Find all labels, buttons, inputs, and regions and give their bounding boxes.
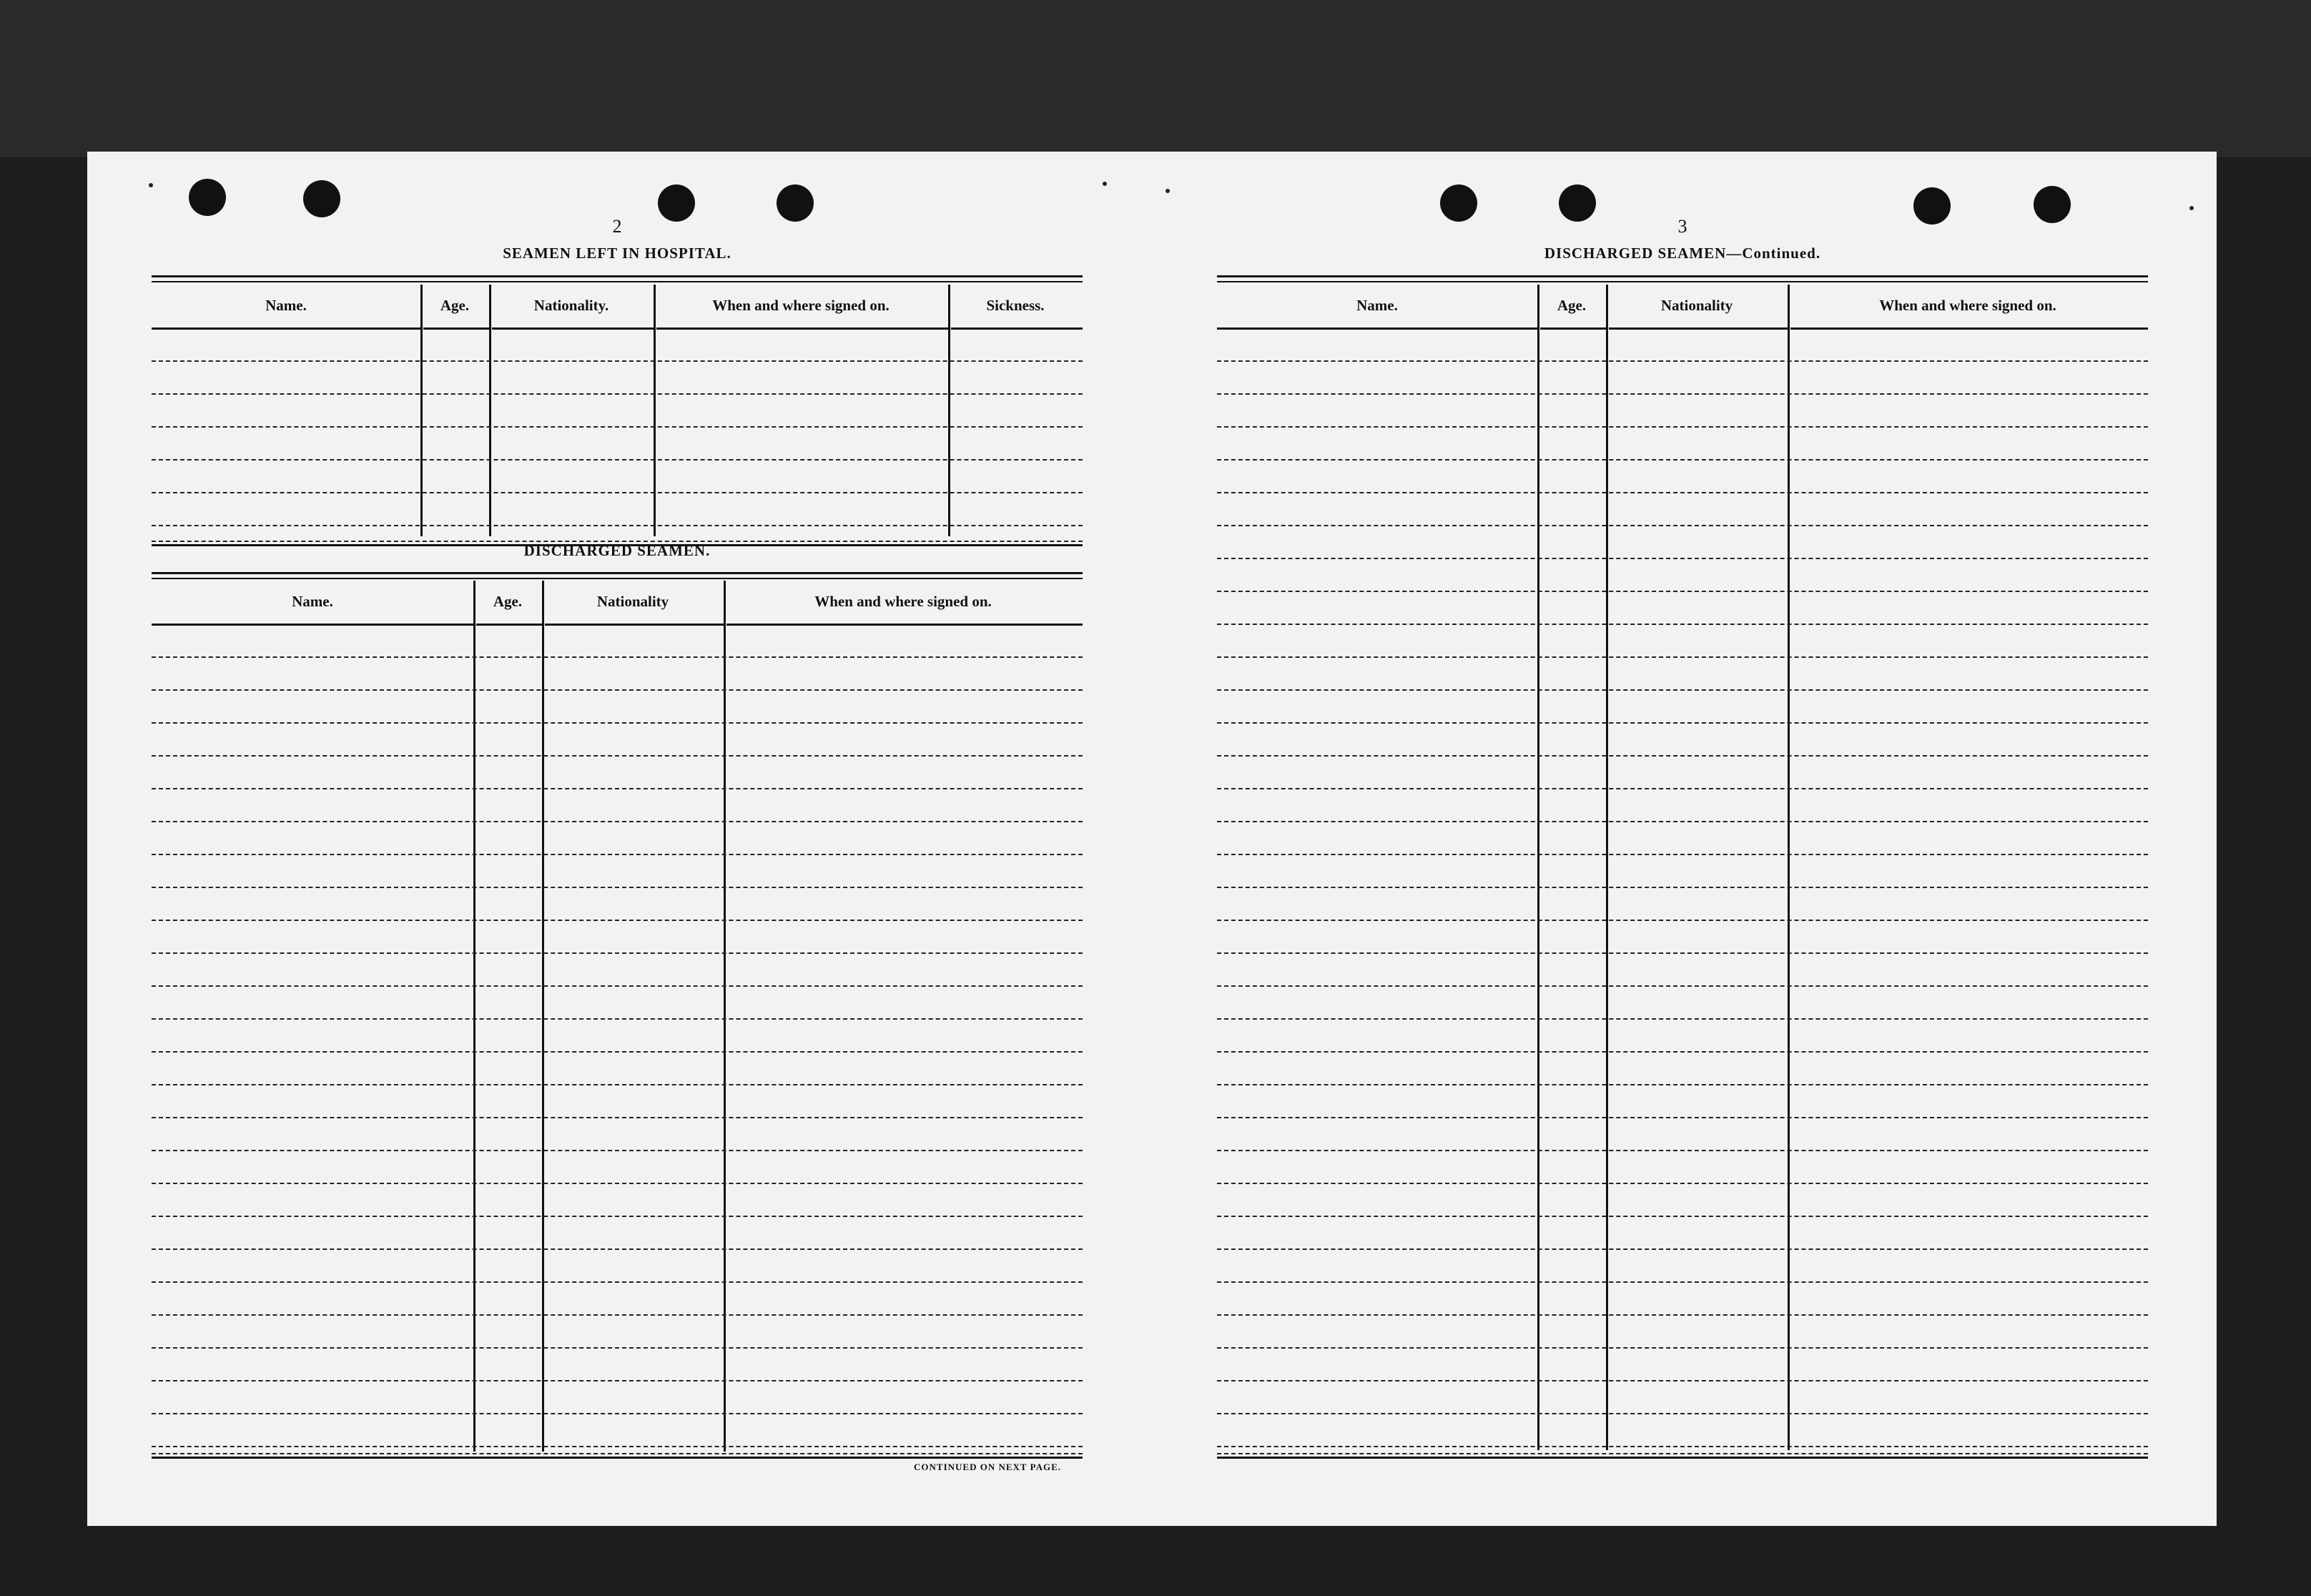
ledger-row <box>152 426 1083 428</box>
header-underline <box>726 624 1083 626</box>
ledger-row <box>152 920 1083 921</box>
ledger-row <box>152 1084 1083 1085</box>
column-header-name: Name. <box>265 296 307 314</box>
ledger-row <box>1217 1018 2148 1020</box>
continued-note: CONTINUED ON NEXT PAGE. <box>914 1462 1061 1472</box>
ledger-row <box>1217 1117 2148 1118</box>
ledger-row <box>152 689 1083 691</box>
ledger-row <box>1217 1446 2148 1447</box>
column-header-name: Name. <box>292 592 333 610</box>
punch-hole <box>189 179 226 216</box>
column-header-nationality: Nationality <box>596 592 669 610</box>
ledger-row <box>1217 1380 2148 1381</box>
ledger-row <box>1217 821 2148 822</box>
column-header-signed-on: When and where signed on. <box>814 592 992 610</box>
column-header-nationality: Nationality <box>1660 296 1733 314</box>
discharged-header-row <box>152 581 1083 622</box>
header-underline <box>1790 327 2148 330</box>
column-divider <box>948 285 950 536</box>
ledger-row <box>152 1347 1083 1349</box>
page-number: 2 <box>612 216 622 237</box>
ledger-row <box>1217 952 2148 954</box>
ledger-row <box>1217 1347 2148 1349</box>
ledger-row <box>1217 920 2148 921</box>
ledger-row <box>152 788 1083 789</box>
ledger-row <box>1217 755 2148 757</box>
ledger-row <box>152 1281 1083 1283</box>
ledger-row <box>152 722 1083 724</box>
ledger-row <box>1217 1084 2148 1085</box>
ledger-row <box>1217 360 2148 362</box>
column-header-nationality: Nationality. <box>533 296 609 314</box>
page-bottom-rule <box>1217 1453 2148 1459</box>
ledger-row <box>1217 558 2148 559</box>
ledger-row <box>152 854 1083 855</box>
discharged-ledger <box>152 581 1083 1596</box>
ledger-row <box>152 985 1083 987</box>
ledger-row <box>152 755 1083 757</box>
header-underline <box>492 327 654 330</box>
hospital-section-title: SEAMEN LEFT IN HOSPITAL. <box>503 245 731 262</box>
ledger-row <box>152 492 1083 493</box>
section-rule <box>1217 275 2148 282</box>
header-underline <box>1609 327 1788 330</box>
ledger-row <box>152 1314 1083 1316</box>
column-header-age: Age. <box>493 592 523 610</box>
column-header-sickness: Sickness. <box>986 296 1045 314</box>
ledger-row <box>152 656 1083 658</box>
punch-hole <box>303 180 340 217</box>
page-number: 3 <box>1677 216 1687 237</box>
column-divider <box>420 285 423 536</box>
ledger-row <box>1217 722 2148 724</box>
ledger-row <box>1217 525 2148 526</box>
header-underline <box>545 624 724 626</box>
ledger-row <box>1217 393 2148 395</box>
scanner-backdrop <box>0 0 2311 157</box>
ledger-row <box>152 393 1083 395</box>
header-underline <box>656 327 948 330</box>
column-divider <box>654 285 656 536</box>
ledger-row <box>1217 1248 2148 1250</box>
ledger-row <box>152 1018 1083 1020</box>
ledger-row <box>152 1183 1083 1184</box>
ledger-row <box>152 1380 1083 1381</box>
ledger-row <box>1217 689 2148 691</box>
speck <box>1103 182 1107 186</box>
header-underline <box>1217 327 1537 330</box>
ledger-row <box>152 525 1083 526</box>
section-rule <box>152 275 1083 282</box>
ledger-row <box>152 1216 1083 1217</box>
speck <box>2189 206 2194 210</box>
ledger-row <box>152 1150 1083 1151</box>
hospital-header-row <box>152 285 1083 326</box>
ledger-row <box>1217 788 2148 789</box>
discharged-continued-title: DISCHARGED SEAMEN—Continued. <box>1544 245 1821 262</box>
discharged-section-title: DISCHARGED SEAMEN. <box>523 542 711 559</box>
header-underline <box>423 327 489 330</box>
ledger-row <box>152 1248 1083 1250</box>
ledger-row <box>152 1117 1083 1118</box>
ledger-row <box>1217 854 2148 855</box>
ledger-row <box>1217 1314 2148 1316</box>
ledger-row <box>1217 887 2148 888</box>
ledger-row <box>152 459 1083 460</box>
speck <box>149 183 153 187</box>
header-underline <box>152 624 473 626</box>
column-header-age: Age. <box>1557 296 1587 314</box>
ledger-row <box>1217 591 2148 592</box>
page-bottom-rule <box>152 1453 1083 1459</box>
ledger-row <box>152 952 1083 954</box>
header-underline <box>476 624 542 626</box>
column-divider <box>489 285 491 536</box>
ledger-row <box>152 887 1083 888</box>
discharged-continued-ledger <box>1217 285 2148 1450</box>
column-header-signed-on: When and where signed on. <box>1879 296 2056 314</box>
ledger-row <box>1217 1216 2148 1217</box>
ledger-row <box>152 360 1083 362</box>
column-header-signed-on: When and where signed on. <box>712 296 890 314</box>
ledger-row <box>1217 492 2148 493</box>
ledger-row <box>1217 459 2148 460</box>
ledger-row <box>152 1413 1083 1414</box>
section-rule <box>152 572 1083 579</box>
header-underline <box>152 327 420 330</box>
ledger-row <box>1217 656 2148 658</box>
header-underline <box>1540 327 1606 330</box>
column-header-name: Name. <box>1356 296 1398 314</box>
ledger-row <box>1217 1183 2148 1184</box>
column-header-age: Age. <box>440 296 470 314</box>
ledger-row <box>1217 985 2148 987</box>
column-divider <box>473 581 475 1452</box>
ledger-row <box>152 1051 1083 1053</box>
speck <box>1166 189 1170 193</box>
ledger-row <box>1217 1413 2148 1414</box>
ledger-row <box>1217 624 2148 625</box>
ledger-row <box>152 821 1083 822</box>
ledger-row <box>1217 1051 2148 1053</box>
hospital-ledger <box>152 285 1083 539</box>
ledger-spread <box>87 152 2217 1526</box>
header-underline <box>951 327 1083 330</box>
discharged-continued-header-row <box>1217 285 2148 326</box>
column-divider <box>724 581 726 1452</box>
ledger-row <box>1217 1150 2148 1151</box>
ledger-row <box>152 1446 1083 1447</box>
ledger-row <box>1217 426 2148 428</box>
column-divider <box>542 581 544 1452</box>
ledger-row <box>1217 1281 2148 1283</box>
